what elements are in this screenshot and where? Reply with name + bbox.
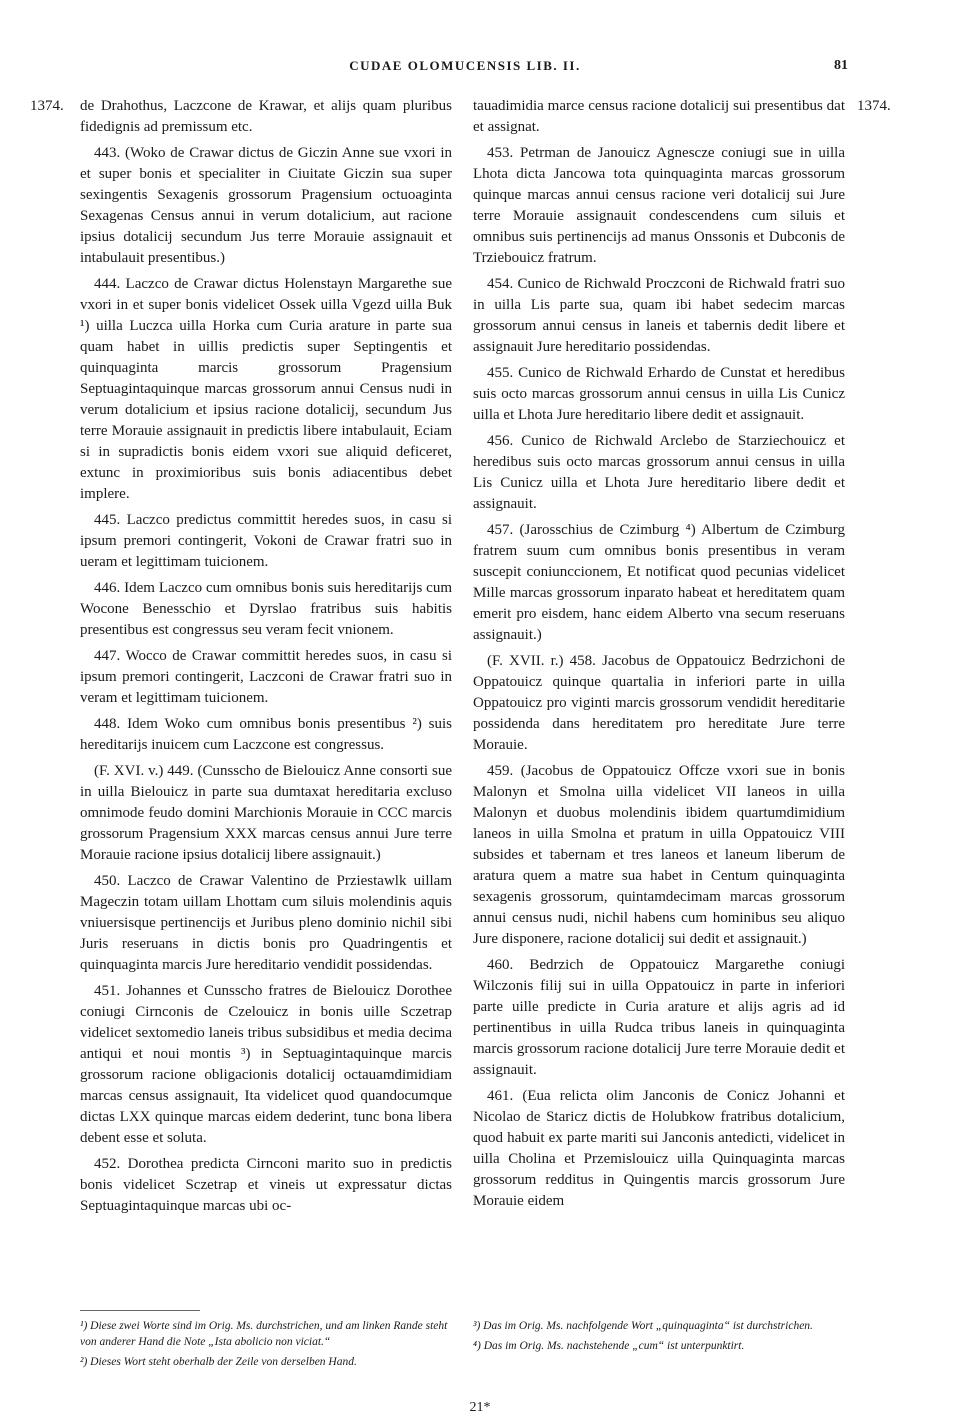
paragraph: de Drahothus, Laczcone de Krawar, et alijs quam pluribus fidedignis ad premissum etc.: [80, 98, 452, 135]
paragraph: 460. Bedrzich de Oppatouicz Margarethe coniugi Wilczonis filij sui in uilla Oppatouicz in parte in inferiori parte uille predicte in Curia arature et alijs agris ad id pertinentibus in uilla Rudca tribus laneis in quinquaginta marcis grossorum racione dotalicij Jure terre Morauie dedit et assignauit.: [473, 957, 845, 1078]
left-column: [80, 96, 452, 1222]
right-column: [473, 96, 845, 1217]
paragraph: 444. Laczco de Crawar dictus Holenstayn Margarethe sue vxori in et super bonis videlicet Ossek uilla Vgezd uilla Buk ¹) uilla Luczca uilla Horka cum Curia arature in parte sua quam habet in uillis predictis super Septingentis et quinquaginta marcis grossorum Pragensium Septuagintaquinque marcas grossorum annui Census nudi in verum dotalicium et ipsius racione dotalicij, secundum Jus terre Morauie assignauit in predictis libere intabulauit, Eciam si in supradictis bonis eidem vxori sue aliquid deficeret, extunc in proximioribus suis bonis adiacentibus debet implere.: [80, 276, 452, 502]
paragraph: 459. (Jacobus de Oppatouicz Offcze vxori sue in bonis Malonyn et Smolna uilla videlicet VII laneos in uilla Malonyn et duobus molendinis ibidem quartumdimidium laneos in uilla Smolna et pratum in uilla Oppatouicz VIII subsides et tabernam et tres laneos et laneum liberum de aratura quem a matre sua habet in Centum quinquaginta sexagenis grossorum, quintamdecimam marcas grossorum annui census nudi, nichil habens cum hominibus seu aliquo Jure disponere, racione dotalicij sui dedit et assignauit.): [473, 763, 845, 947]
paragraph: 446. Idem Laczco cum omnibus bonis suis hereditarijs cum Wocone Benesschio et Dyrslao fratribus suis habitis presentibus est congressus seu veram fecit vnionem.: [80, 580, 452, 638]
signature-mark: 21*: [469, 1400, 491, 1415]
paragraph: 461. (Eua relicta olim Janconis de Conicz Johanni et Nicolao de Staricz dictis de Holubkow fratribus dotalicium, quod habuit ex parte mariti sui Janconis antedicti, videlicet in uilla Cholina et Przemislouicz uilla Quinquaginta marcas grossorum redditus in Quingentis marcis grossorum Jure Morauie eidem: [473, 1088, 845, 1209]
footnote-divider: [80, 1310, 200, 1311]
footnote: ³) Das im Orig. Ms. nachfolgende Wort „quinquaginta“ ist durchstrichen.: [473, 1320, 813, 1332]
running-title: CUDAE OLOMUCENSIS LIB. II.: [349, 58, 581, 73]
paragraph: 451. Johannes et Cunsscho fratres de Bielouicz Dorothee coniugi Cirnconis de Czelouicz in bonis uille Sczetrap videlicet sextomedio laneis tribus subsidibus et media decima antiqui et noui montis ³) in Septuagintaquinque marcis grossorum racione obligacionis dotalicij octauamdimidiam marcas census assignauit, Ita videlicet quod quandocumque dictas LXX quinque marcas eidem dederint, tunc bona libera debent esse et soluta.: [80, 983, 452, 1146]
paragraph: 448. Idem Woko cum omnibus bonis presentibus ²) suis hereditarijs inuicem cum Laczcone est congressus.: [80, 716, 452, 753]
paragraph: 454. Cunico de Richwald Proczconi de Richwald fratri suo in uilla Lis parte sua, quam ibi habet sedecim marcas grossorum annui census in laneis et tabernis dedit libere et assignauit Jure hereditario possidendas.: [473, 276, 845, 355]
paragraph: 453. Petrman de Janouicz Agnescze coniugi sue in uilla Lhota dicta Jancowa tota quinquaginta marcas grossorum quinque marcas annui census racione veri dotalicij sui Jure terre Morauie assignauit condescendens cum siluis et omnibus suis pertinencijs ad manus Onssonis et Dubconis de Trziebouicz fratrum.: [473, 145, 845, 266]
footnotes-left: [80, 1318, 452, 1374]
paragraph: 447. Wocco de Crawar committit heredes suos, in casu si ipsum premori contingerit, Laczconi de Crawar fratri suo in veram et legittimam tuicionem.: [80, 648, 452, 706]
paragraph: 456. Cunico de Richwald Arclebo de Starziechouicz et heredibus suis octo marcas grossorum annui census in uilla Lis Cunicz uilla et Lhota Jure hereditario libere dedit et assignauit.: [473, 433, 845, 512]
paragraph: 445. Laczco predictus committit heredes suos, in casu si ipsum premori contingerit, Vokoni de Crawar fratri suo in ueram et legittimam tuicionem.: [80, 512, 452, 570]
paragraph: 457. (Jarosschius de Czimburg ⁴) Albertum de Czimburg fratrem suum cum omnibus bonis presentibus in veram suscepit coniunccionem, Et notificat quod pecunias videlicet Mille marcas grossorum inparato habeat et hereditatem quam emerit pro eisdem, hanc eidem Alberto vna secum reseruans assignauit.): [473, 522, 845, 643]
paragraph: 450. Laczco de Crawar Valentino de Prziestawlk uillam Mageczin totam uillam Lhottam cum siluis molendinis aquis vniuersisque pertinencijs et Juribus pleno dominio nichil sibi Juris reseruans in dictis bonis pro Quadringentis et quinquaginta marcis Jure hereditario vendidit possidendas.: [80, 873, 452, 973]
paragraph: 455. Cunico de Richwald Erhardo de Cunstat et heredibus suis octo marcas grossorum annui census in uilla Lis Cunicz uilla et Lhota Jure hereditario libere dedit et assignauit.: [473, 365, 845, 423]
margin-year-left: 1374.: [30, 98, 64, 114]
footnote: ¹) Diese zwei Worte sind im Orig. Ms. durchstrichen, und am linken Rande steht von anderer Hand die Note „Ista abolicio non viciat.“: [80, 1320, 448, 1348]
paragraph: 443. (Woko de Crawar dictus de Giczin Anne sue vxori in et super bonis et specialiter in Ciuitate Giczin sua super sexingentis Sexagenis grossorum Pragensium octuoaginta Sexagenas Census annui in verum dotalicium, aut racione ipsius dotalicij secundum Jus terre Morauie assignauit et intabulauit presentibus.): [80, 145, 452, 266]
page-header: [80, 58, 850, 82]
page-number: 81: [834, 58, 848, 73]
paragraph: 452. Dorothea predicta Cirnconi marito suo in predictis bonis videlicet Sczetrap et vineis ut expressatur dictas Septuagintaquinque marcas ubi oc-: [80, 1156, 452, 1214]
footnotes-right: [473, 1318, 845, 1358]
margin-year-right: 1374.: [857, 98, 891, 114]
footnote: ²) Dieses Wort steht oberhalb der Zeile von derselben Hand.: [80, 1356, 357, 1368]
paragraph: (F. XVII. r.) 458. Jacobus de Oppatouicz Bedrzichoni de Oppatouicz quinque quartalia in inferiori parte in uilla Oppatouicz pro viginti marcis grossorum vendidit hereditarie possidenda dans hereditatem pro hereditate Jure terre Morauie.: [473, 653, 845, 753]
paragraph: tauadimidia marce census racione dotalicij sui presentibus dat et assignat.: [473, 98, 845, 135]
paragraph: (F. XVI. v.) 449. (Cunsscho de Bielouicz Anne consorti sue in uilla Bielouicz in parte sua dumtaxat hereditaria excluso omnimode feudo domini Marchionis Morauie in CCC marcis grossorum Pragensium XXX marcas census annui Jure terre Morauie racione ipsius dotalicij libere assignauit.): [80, 763, 452, 863]
footnote: ⁴) Das im Orig. Ms. nachstehende „cum“ ist unterpunktirt.: [473, 1340, 745, 1352]
